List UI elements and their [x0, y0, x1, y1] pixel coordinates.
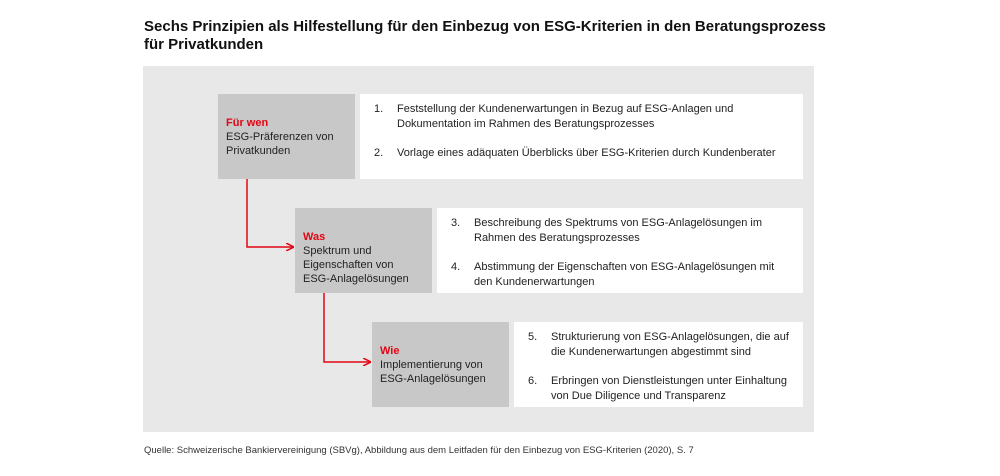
principle-number: 6.	[528, 375, 538, 387]
step-keyword: Was	[303, 231, 326, 243]
diagram-panel	[143, 66, 814, 432]
principle-text: Erbringen von Dienstleistungen unter Einhaltung von Due Diligence und Transparenz	[551, 375, 788, 402]
step-description: Spektrum und Eigenschaften von ESG-Anlagelösungen	[303, 245, 409, 285]
principle-number: 4.	[451, 261, 461, 273]
principle-text: Vorlage eines adäquaten Überblicks über ESG-Kriterien durch Kundenberater	[397, 147, 776, 159]
diagram-title: Sechs Prinzipien als Hilfestellung für den Einbezug von ESG-Kriterien in den Beratungsprozess für Privatkunden	[144, 18, 826, 53]
step-keyword: Für wen	[226, 117, 269, 129]
principles-list-1	[360, 94, 803, 179]
principle-text: Abstimmung der Eigenschaften von ESG-Anlagelösungen mit den Kundenerwartungen	[474, 261, 775, 288]
step-description: ESG-Präferenzen von Privatkunden	[226, 131, 334, 157]
source-note: Quelle: Schweizerische Bankiervereinigung (SBVg), Abbildung aus dem Leitfaden für den Einbezug von ESG-Kriterien (2020), S. 7	[144, 445, 694, 456]
principle-text: Feststellung der Kundenerwartungen in Bezug auf ESG-Anlagen und Dokumentation im Rahmen des Beratungsprozesses	[397, 103, 734, 130]
principle-text: Beschreibung des Spektrums von ESG-Anlagelösungen im Rahmen des Beratungsprozesses	[474, 217, 762, 244]
step-box-wie	[372, 322, 509, 407]
principle-number: 5.	[528, 331, 538, 343]
step-box-was	[295, 208, 432, 293]
principles-list-2	[437, 208, 803, 293]
principle-number: 3.	[451, 217, 461, 229]
connector-arrow-2	[324, 293, 370, 362]
principle-number: 2.	[374, 147, 384, 159]
principle-text: Strukturierung von ESG-Anlagelösungen, die auf die Kundenerwartungen abgestimmt sind	[551, 331, 789, 358]
connector-arrow-1	[247, 179, 293, 247]
principle-number: 1.	[374, 103, 384, 115]
step-box-for-wen	[218, 94, 355, 179]
step-keyword: Wie	[380, 345, 400, 357]
step-description: Implementierung von ESG-Anlagelösungen	[380, 359, 486, 385]
principles-list-3	[514, 322, 803, 407]
